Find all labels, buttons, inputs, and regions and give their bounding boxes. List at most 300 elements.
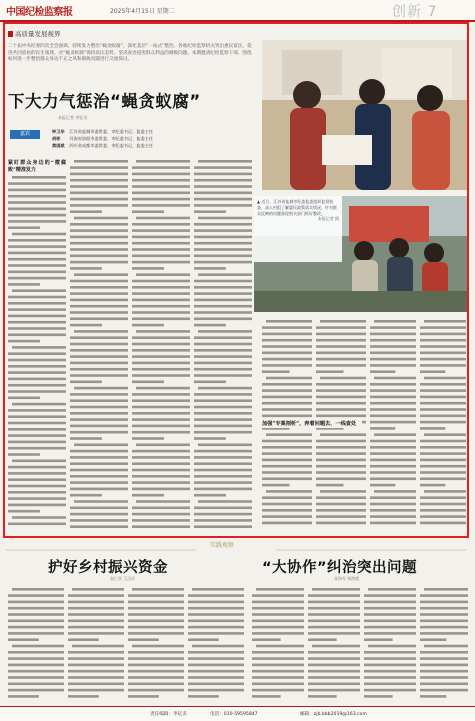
text-line	[188, 670, 244, 673]
guest-row: 钟卫华 江苏省盐城市委常委、市纪委书记、监委主任	[52, 129, 154, 134]
text-line	[68, 601, 124, 604]
text-line	[194, 475, 252, 478]
text-line	[74, 273, 128, 276]
footer-phone: 电话：010-59595847	[210, 712, 258, 717]
text-line	[188, 613, 244, 616]
text-line	[308, 613, 360, 616]
text-line	[68, 626, 124, 629]
text-line	[68, 657, 124, 660]
text-line	[132, 179, 190, 182]
text-line	[370, 326, 416, 329]
question-heading: 加强“专案剖析”，奔着问题去、一线查处	[262, 420, 362, 428]
text-line	[132, 236, 190, 239]
photo-illustration	[262, 40, 467, 190]
text-line	[132, 198, 190, 201]
text-line	[198, 217, 252, 220]
text-line	[370, 352, 416, 355]
text-line	[194, 229, 252, 232]
text-line	[188, 695, 219, 698]
text-line	[8, 208, 66, 211]
text-line	[70, 437, 102, 440]
text-line	[252, 676, 304, 679]
text-lines	[364, 586, 416, 699]
text-line	[420, 383, 466, 386]
text-line	[128, 613, 184, 616]
text-line	[194, 456, 252, 459]
text-line	[70, 494, 102, 497]
text-line	[12, 645, 64, 648]
text-line	[266, 320, 312, 323]
text-line	[364, 632, 416, 635]
text-line	[70, 418, 128, 421]
text-line	[70, 305, 128, 308]
text-line	[370, 396, 416, 399]
text-line	[424, 588, 468, 591]
text-line	[132, 645, 184, 648]
text-line	[70, 198, 128, 201]
text-line	[8, 613, 64, 616]
text-line	[316, 465, 366, 468]
text-line	[132, 494, 164, 497]
text-line	[8, 245, 66, 248]
text-line	[132, 324, 164, 327]
text-line	[70, 192, 128, 195]
text-line	[12, 176, 66, 179]
text-line	[308, 601, 360, 604]
text-lines	[252, 586, 304, 699]
text-line	[370, 465, 416, 468]
question-heading: 紧盯群众身边的“微腐败”精准发力	[8, 160, 66, 173]
text-line	[262, 396, 312, 399]
text-line	[198, 273, 252, 276]
text-line	[370, 339, 416, 342]
text-lines	[370, 318, 416, 526]
text-line	[8, 428, 66, 431]
guest-row: 胡彬 河南省洛阳市委常委、市纪委书记、监委主任	[52, 136, 154, 141]
text-line	[8, 302, 66, 305]
text-line	[128, 676, 184, 679]
text-line	[262, 478, 312, 481]
text-line	[8, 201, 66, 204]
text-line	[188, 607, 244, 610]
left-article-column-2	[68, 586, 124, 704]
text-line	[8, 182, 66, 185]
text-line	[132, 519, 190, 522]
text-line	[136, 330, 190, 333]
text-line	[420, 358, 466, 361]
text-line	[8, 626, 64, 629]
text-line	[420, 670, 468, 673]
text-line	[8, 632, 64, 635]
text-line	[8, 478, 66, 481]
right-article-column-2	[308, 586, 360, 704]
text-line	[132, 248, 190, 251]
text-line	[420, 651, 468, 654]
text-line	[308, 689, 360, 692]
text-line	[320, 377, 366, 380]
text-line	[74, 330, 128, 333]
text-line	[188, 657, 244, 660]
text-line	[128, 620, 184, 623]
text-line	[370, 515, 416, 518]
text-line	[68, 670, 124, 673]
text-line	[194, 210, 226, 213]
text-line	[194, 349, 252, 352]
text-line	[132, 192, 190, 195]
text-line	[308, 607, 360, 610]
text-line	[12, 460, 66, 463]
text-line	[188, 651, 244, 654]
text-line	[420, 333, 466, 336]
text-line	[70, 280, 128, 283]
text-line	[132, 305, 190, 308]
text-line	[262, 370, 290, 373]
text-line	[370, 415, 416, 418]
text-line	[8, 594, 64, 597]
text-line	[132, 488, 190, 491]
text-line	[8, 472, 66, 475]
text-line	[8, 657, 64, 660]
article-column-2	[70, 158, 128, 533]
guest-row: 黄国斌 四川省成都市委常委、市纪委书记、监委主任	[52, 143, 154, 148]
text-line	[74, 444, 128, 447]
text-line	[8, 226, 40, 229]
text-line	[128, 632, 184, 635]
text-line	[132, 588, 184, 591]
text-line	[420, 657, 468, 660]
text-line	[188, 664, 244, 667]
text-line	[364, 626, 416, 629]
text-line	[132, 210, 164, 213]
text-line	[370, 496, 416, 499]
text-line	[316, 509, 366, 512]
text-line	[132, 286, 190, 289]
text-line	[420, 601, 468, 604]
text-line	[420, 613, 468, 616]
text-line	[68, 607, 124, 610]
text-line	[420, 408, 466, 411]
right-article-column-1	[252, 586, 304, 704]
text-line	[8, 365, 66, 368]
text-line	[420, 370, 445, 373]
text-line	[8, 676, 64, 679]
text-line	[364, 638, 393, 641]
text-line	[132, 412, 190, 415]
text-line	[70, 507, 128, 510]
text-line	[136, 160, 190, 163]
text-line	[194, 488, 252, 491]
text-line	[420, 478, 466, 481]
text-line	[8, 308, 66, 311]
text-line	[316, 522, 366, 525]
text-line	[194, 242, 252, 245]
text-line	[8, 195, 66, 198]
text-line	[420, 496, 466, 499]
text-line	[194, 299, 252, 302]
masthead	[0, 0, 475, 22]
text-line	[8, 397, 40, 400]
text-line	[308, 632, 360, 635]
text-line	[420, 389, 466, 392]
text-line	[308, 670, 360, 673]
text-line	[194, 425, 252, 428]
text-line	[420, 421, 466, 424]
text-line	[194, 343, 252, 346]
text-line	[420, 695, 446, 698]
text-line	[8, 695, 39, 698]
text-line	[194, 355, 252, 358]
text-line	[8, 359, 66, 362]
text-line	[70, 179, 128, 182]
text-line	[132, 362, 190, 365]
text-lines	[8, 586, 64, 699]
text-line	[132, 381, 164, 384]
text-line	[68, 689, 124, 692]
text-line	[8, 683, 64, 686]
promo-label: 实践观察	[210, 542, 235, 549]
text-line	[420, 620, 468, 623]
text-line	[194, 418, 252, 421]
text-lines	[68, 586, 124, 699]
text-line	[132, 393, 190, 396]
text-line	[252, 594, 304, 597]
text-line	[308, 657, 360, 660]
text-line	[198, 444, 252, 447]
text-line	[70, 173, 128, 176]
text-line	[8, 327, 66, 330]
text-line	[74, 500, 128, 503]
text-line	[256, 588, 304, 591]
right-article-byline: 张海军 林海霞	[334, 576, 360, 581]
text-line	[266, 490, 312, 493]
article-column-4	[194, 158, 252, 533]
text-line	[420, 452, 466, 455]
text-line	[68, 594, 124, 597]
text-line	[8, 378, 66, 381]
text-line	[70, 318, 128, 321]
text-line	[132, 469, 190, 472]
text-line	[420, 607, 468, 610]
text-line	[262, 358, 312, 361]
text-line	[132, 513, 190, 516]
text-line	[192, 645, 244, 648]
text-line	[316, 339, 366, 342]
text-line	[194, 374, 252, 377]
text-line	[70, 242, 128, 245]
column-text-block	[8, 174, 66, 529]
text-line	[194, 481, 252, 484]
text-line	[368, 645, 416, 648]
text-line	[194, 437, 226, 440]
text-line	[370, 440, 416, 443]
text-line	[256, 645, 304, 648]
text-line	[132, 267, 164, 270]
text-line	[8, 189, 66, 192]
text-line	[262, 509, 312, 512]
text-line	[194, 185, 252, 188]
text-line	[70, 488, 128, 491]
text-line	[420, 664, 468, 667]
text-line	[194, 305, 252, 308]
text-line	[194, 469, 252, 472]
text-line	[194, 336, 252, 339]
text-line	[420, 683, 468, 686]
text-line	[132, 242, 190, 245]
text-line	[132, 255, 190, 258]
footer-email: 邮箱：zjb.bbb2019@163.com	[300, 712, 367, 717]
text-line	[370, 471, 416, 474]
text-line	[252, 670, 304, 673]
text-line	[8, 239, 66, 242]
text-line	[8, 315, 66, 318]
text-line	[194, 292, 252, 295]
text-line	[8, 651, 64, 654]
text-line	[424, 377, 466, 380]
text-line	[262, 471, 312, 474]
text-line	[194, 362, 252, 365]
text-line	[194, 204, 252, 207]
text-line	[374, 490, 416, 493]
text-line	[70, 425, 128, 428]
text-line	[252, 657, 304, 660]
text-line	[128, 683, 184, 686]
text-line	[374, 433, 416, 436]
text-line	[8, 321, 66, 324]
text-line	[420, 352, 466, 355]
text-line	[132, 166, 190, 169]
text-line	[136, 217, 190, 220]
text-line	[420, 402, 466, 405]
text-line	[8, 453, 40, 456]
text-line	[370, 364, 416, 367]
text-line	[308, 651, 360, 654]
text-line	[194, 318, 252, 321]
feature-photo-top	[262, 40, 467, 190]
text-line	[308, 594, 360, 597]
text-lines	[420, 318, 466, 526]
photo-credit: 本报记者 摄	[317, 216, 339, 222]
text-line	[132, 173, 190, 176]
text-line	[420, 515, 466, 518]
text-line	[252, 683, 304, 686]
text-lines	[128, 586, 184, 699]
text-line	[262, 402, 312, 405]
text-line	[316, 326, 366, 329]
text-line	[424, 433, 466, 436]
text-line	[364, 683, 416, 686]
text-line	[8, 638, 39, 641]
text-line	[8, 504, 66, 507]
text-line	[70, 349, 128, 352]
text-line	[132, 525, 190, 528]
text-line	[312, 588, 360, 591]
text-line	[8, 264, 66, 267]
text-line	[132, 299, 190, 302]
left-article-title: 护好乡村振兴资金	[48, 560, 168, 576]
text-line	[194, 513, 252, 516]
text-line	[312, 645, 360, 648]
text-line	[420, 676, 468, 679]
text-line	[128, 670, 184, 673]
text-line	[198, 160, 252, 163]
text-line	[316, 484, 344, 487]
text-line	[8, 352, 66, 355]
article-column-1	[8, 158, 66, 533]
text-line	[420, 632, 468, 635]
text-line	[420, 689, 468, 692]
text-lines	[70, 158, 128, 530]
text-line	[70, 299, 128, 302]
text-line	[420, 509, 466, 512]
text-line	[420, 522, 466, 525]
text-line	[70, 223, 128, 226]
text-line	[132, 481, 190, 484]
text-line	[68, 676, 124, 679]
text-line	[420, 503, 466, 506]
text-line	[370, 421, 416, 424]
text-line	[8, 491, 66, 494]
text-line	[132, 425, 190, 428]
text-line	[194, 431, 252, 434]
text-line	[370, 446, 416, 449]
text-line	[70, 469, 128, 472]
text-line	[262, 345, 312, 348]
footer-editor: 责任编辑：李钇炎	[150, 712, 187, 717]
text-line	[132, 399, 190, 402]
text-line	[252, 651, 304, 654]
text-line	[136, 500, 190, 503]
text-line	[128, 594, 184, 597]
text-line	[370, 402, 416, 405]
text-line	[70, 381, 102, 384]
text-line	[8, 390, 66, 393]
text-line	[252, 607, 304, 610]
text-line	[128, 695, 159, 698]
text-line	[308, 676, 360, 679]
text-line	[316, 515, 366, 518]
text-line	[194, 393, 252, 396]
text-line	[262, 352, 312, 355]
text-line	[132, 456, 190, 459]
text-line	[188, 601, 244, 604]
text-line	[316, 345, 366, 348]
text-line	[70, 431, 128, 434]
text-line	[194, 173, 252, 176]
text-line	[252, 689, 304, 692]
text-line	[364, 689, 416, 692]
text-line	[70, 336, 128, 339]
text-line	[370, 452, 416, 455]
text-line	[368, 588, 416, 591]
text-line	[132, 349, 190, 352]
text-line	[316, 471, 366, 474]
text-line	[8, 601, 64, 604]
text-line	[194, 198, 252, 201]
text-line	[194, 462, 252, 465]
text-lines	[132, 158, 190, 530]
right-article-column-4	[420, 586, 468, 704]
issue-date: 2025年4月15日 星期二	[110, 8, 175, 15]
text-line	[370, 478, 416, 481]
text-line	[70, 519, 128, 522]
text-line	[194, 286, 252, 289]
text-line	[128, 651, 184, 654]
text-line	[136, 387, 190, 390]
text-line	[128, 664, 184, 667]
text-line	[370, 459, 416, 462]
text-line	[132, 507, 190, 510]
text-line	[8, 434, 66, 437]
